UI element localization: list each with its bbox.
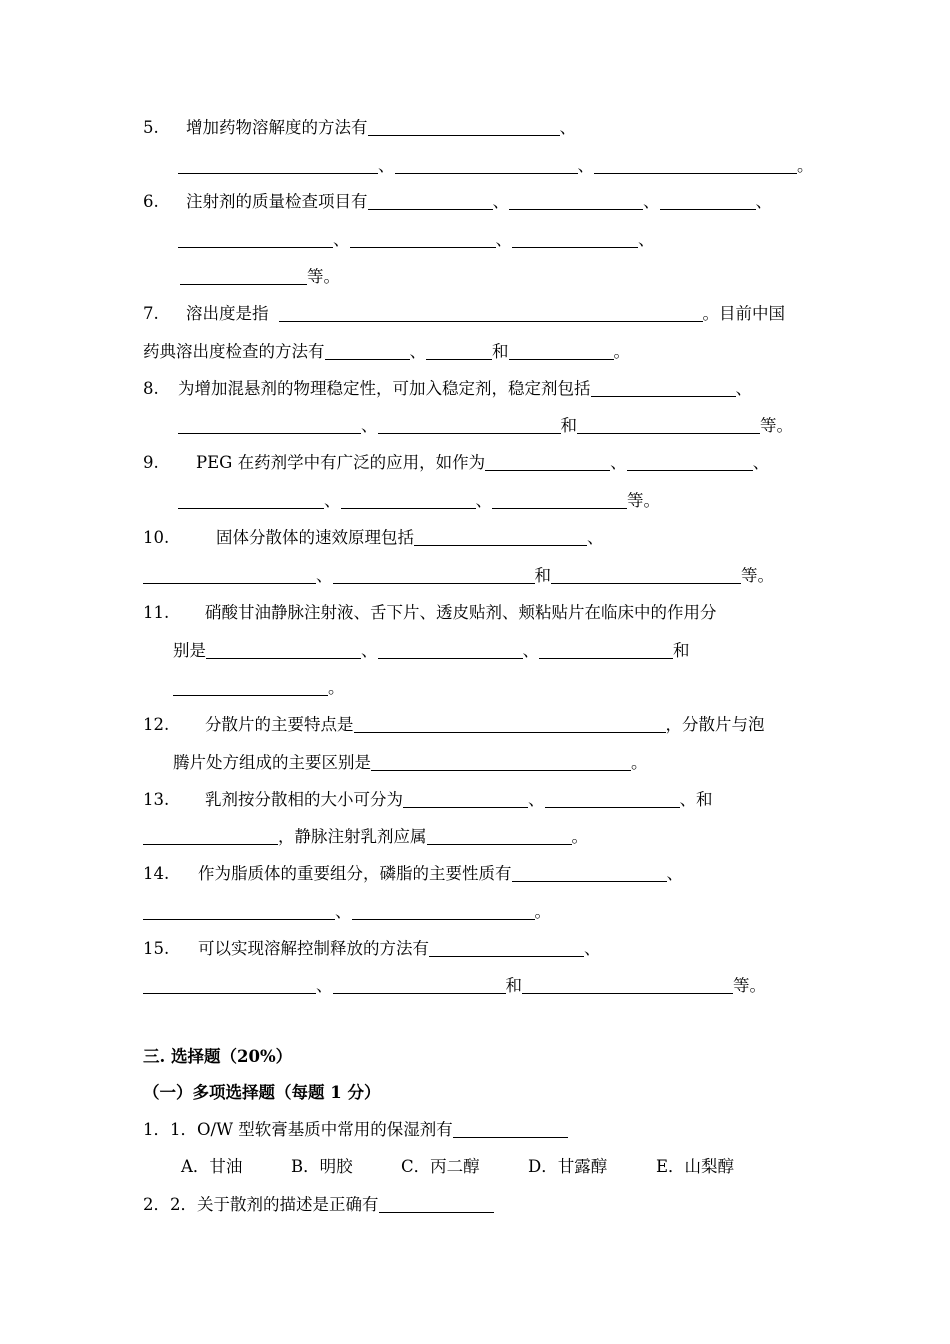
option-e[interactable]: E．山梨醇: [656, 1157, 735, 1176]
question-prompt: 注射剂的质量检查项目有: [186, 192, 368, 211]
question-6-line1: [143, 187, 772, 217]
answer-blank[interactable]: [180, 266, 307, 285]
end-mark: 。: [631, 753, 648, 772]
question-5-line2: [178, 151, 814, 181]
question-prompt: 分散片的主要特点是: [205, 715, 354, 734]
question-6-line3: [180, 262, 340, 292]
separator: 、: [752, 453, 770, 472]
question-number: 10.: [143, 528, 170, 547]
question-number: 9.: [143, 453, 159, 472]
mc-question-1-options: [181, 1152, 734, 1182]
separator: 、: [528, 790, 545, 809]
answer-blank[interactable]: [414, 527, 587, 546]
separator: 、: [610, 453, 627, 472]
separator: 、: [475, 491, 492, 510]
answer-blank[interactable]: [173, 677, 328, 696]
question-number: 1．1．: [143, 1120, 197, 1139]
answer-blank[interactable]: [178, 229, 333, 248]
question-number: 15.: [143, 939, 170, 958]
answer-blank[interactable]: [395, 155, 578, 174]
answer-blank[interactable]: [660, 191, 756, 210]
separator: 、: [409, 342, 426, 361]
answer-blank[interactable]: [354, 714, 666, 733]
answer-blank[interactable]: [325, 341, 410, 360]
question-6-line2: [178, 225, 655, 255]
answer-blank[interactable]: [333, 565, 535, 584]
separator: 、: [316, 976, 333, 995]
question-11-line2: [173, 636, 690, 666]
separator: 、: [638, 230, 655, 249]
question-13-line2: [143, 822, 588, 852]
answer-blank[interactable]: [577, 415, 760, 434]
question-prompt: 关于散剂的描述是正确有: [197, 1195, 379, 1214]
question-prompt: 固体分散体的速效原理包括: [216, 528, 414, 547]
question-prompt: 硝酸甘油静脉注射液、舌下片、透皮贴剂、颊粘贴片在临床中的作用分: [205, 603, 717, 622]
answer-blank[interactable]: [492, 490, 627, 509]
question-14-line1: [143, 859, 683, 889]
end-mark: 。: [613, 342, 630, 361]
question-15-line1: [143, 934, 601, 964]
question-prompt: 乳剂按分散相的大小可分为: [205, 790, 403, 809]
question-10-line2: [143, 561, 774, 591]
separator: 、: [361, 641, 378, 660]
question-prompt-cont: 药典溶出度检查的方法有: [143, 342, 325, 361]
question-11-line3: [173, 673, 345, 703]
option-b[interactable]: B．明胶: [291, 1157, 353, 1176]
separator: 、: [492, 192, 509, 211]
separator: 、: [584, 939, 601, 958]
separator: 、: [495, 230, 512, 249]
end-mark: 。: [571, 827, 588, 846]
answer-blank[interactable]: [429, 938, 584, 957]
end-mark: 。: [534, 902, 551, 921]
answer-blank[interactable]: [512, 863, 667, 882]
answer-blank[interactable]: [143, 826, 278, 845]
separator: 、: [333, 230, 350, 249]
answer-blank[interactable]: [178, 490, 324, 509]
section-title: 三. 选择题（20%）: [143, 1047, 293, 1066]
conjunction: 和: [492, 342, 509, 361]
answer-blank[interactable]: [352, 901, 535, 920]
question-prompt: 为增加混悬剂的物理稳定性，可加入稳定剂，稳定剂包括: [178, 379, 591, 398]
answer-blank[interactable]: [341, 490, 476, 509]
question-8-line2: [178, 411, 793, 441]
answer-blank[interactable]: [551, 565, 741, 584]
question-prompt: 作为脂质体的重要组分，磷脂的主要性质有: [198, 864, 512, 883]
answer-blank[interactable]: [178, 415, 361, 434]
question-7-line1: [143, 299, 785, 329]
question-7-line2: [143, 337, 630, 367]
question-14-line2: [143, 897, 551, 927]
conjunction: 和: [534, 566, 551, 585]
separator: 、: [755, 192, 772, 211]
answer-blank[interactable]: [371, 752, 631, 771]
separator: 、: [735, 379, 752, 398]
separator: 、: [335, 902, 352, 921]
separator: 、: [559, 118, 576, 137]
question-prompt-cont: 别是: [173, 641, 206, 660]
answer-blank[interactable]: [368, 117, 560, 136]
separator: 、: [666, 864, 683, 883]
answer-blank[interactable]: [379, 1194, 494, 1213]
conjunction: 和: [673, 641, 690, 660]
question-prompt: 溶出度是指: [186, 304, 269, 323]
question-11-line1: [143, 598, 717, 628]
separator: 、: [316, 566, 333, 585]
separator: 、: [577, 156, 594, 175]
question-prompt: O/W 型软膏基质中常用的保湿剂有: [197, 1120, 453, 1139]
answer-blank[interactable]: [427, 826, 572, 845]
question-number: 13.: [143, 790, 170, 809]
end-mark: 等。: [733, 976, 766, 995]
answer-blank[interactable]: [453, 1119, 568, 1138]
answer-blank[interactable]: [378, 415, 561, 434]
question-prompt: 可以实现溶解控制释放的方法有: [198, 939, 429, 958]
question-12-line2: [173, 748, 648, 778]
mc-question-1: [143, 1115, 568, 1145]
answer-blank[interactable]: [509, 341, 614, 360]
answer-blank[interactable]: [627, 452, 753, 471]
answer-blank[interactable]: [350, 229, 496, 248]
question-number: 5.: [143, 118, 159, 137]
answer-blank[interactable]: [143, 901, 335, 920]
question-tail: ，分散片与泡: [665, 715, 765, 734]
end-mark: 等。: [627, 491, 660, 510]
question-prompt-cont: 腾片处方组成的主要区别是: [173, 753, 371, 772]
question-tail: 。目前中国: [702, 304, 785, 323]
answer-blank[interactable]: [279, 303, 703, 322]
question-8-line1: [143, 374, 752, 404]
separator: 、: [361, 416, 378, 435]
question-5-line1: [143, 113, 576, 143]
question-number: 11.: [143, 603, 170, 622]
answer-blank[interactable]: [206, 640, 361, 659]
answer-blank[interactable]: [143, 975, 316, 994]
question-9-line1: [143, 448, 769, 478]
answer-blank[interactable]: [594, 155, 797, 174]
answer-blank[interactable]: [522, 975, 733, 994]
end-mark: 。: [328, 678, 345, 697]
mc-question-2: [143, 1190, 494, 1220]
question-number: 12.: [143, 715, 170, 734]
question-10-line1: [143, 523, 604, 553]
question-number: 14.: [143, 864, 170, 883]
conjunction: 和: [505, 976, 522, 995]
question-prompt: PEG 在药剂学中有广泛的应用，如作为: [196, 453, 486, 472]
separator: 、: [522, 641, 539, 660]
answer-blank[interactable]: [591, 378, 736, 397]
separator: 、: [378, 156, 395, 175]
question-prompt: 增加药物溶解度的方法有: [186, 118, 368, 137]
question-9-line2: [178, 486, 660, 516]
end-mark: 等。: [741, 566, 774, 585]
separator: 、: [324, 491, 341, 510]
answer-blank[interactable]: [143, 565, 316, 584]
separator: 、: [587, 528, 604, 547]
end-mark: 等。: [760, 416, 793, 435]
answer-blank[interactable]: [539, 640, 673, 659]
answer-blank[interactable]: [512, 229, 638, 248]
answer-blank[interactable]: [368, 191, 493, 210]
question-12-line1: [143, 710, 765, 740]
question-number: 7.: [143, 304, 159, 323]
question-prompt-cont: ，静脉注射乳剂应属: [278, 827, 427, 846]
answer-blank[interactable]: [178, 155, 378, 174]
end-mark: 等。: [307, 267, 340, 286]
conjunction: 和: [560, 416, 577, 435]
question-number: 8.: [143, 379, 159, 398]
answer-blank[interactable]: [545, 789, 680, 808]
answer-blank[interactable]: [333, 975, 506, 994]
question-15-line2: [143, 971, 766, 1001]
question-number: 6.: [143, 192, 159, 211]
answer-blank[interactable]: [509, 191, 643, 210]
option-c[interactable]: C．丙二醇: [401, 1157, 480, 1176]
separator: 、: [643, 192, 660, 211]
answer-blank[interactable]: [378, 640, 523, 659]
option-d[interactable]: D．甘露醇: [528, 1157, 608, 1176]
answer-blank[interactable]: [485, 452, 610, 471]
section-subtitle: （一）多项选择题（每题 1 分）: [143, 1083, 381, 1102]
answer-blank[interactable]: [403, 789, 528, 808]
answer-blank[interactable]: [426, 341, 492, 360]
option-a[interactable]: A．甘油: [181, 1157, 243, 1176]
question-13-line1: [143, 785, 713, 815]
question-number: 2．2．: [143, 1195, 197, 1214]
conjunction: 、和: [679, 790, 713, 809]
end-mark: 。: [797, 156, 814, 175]
